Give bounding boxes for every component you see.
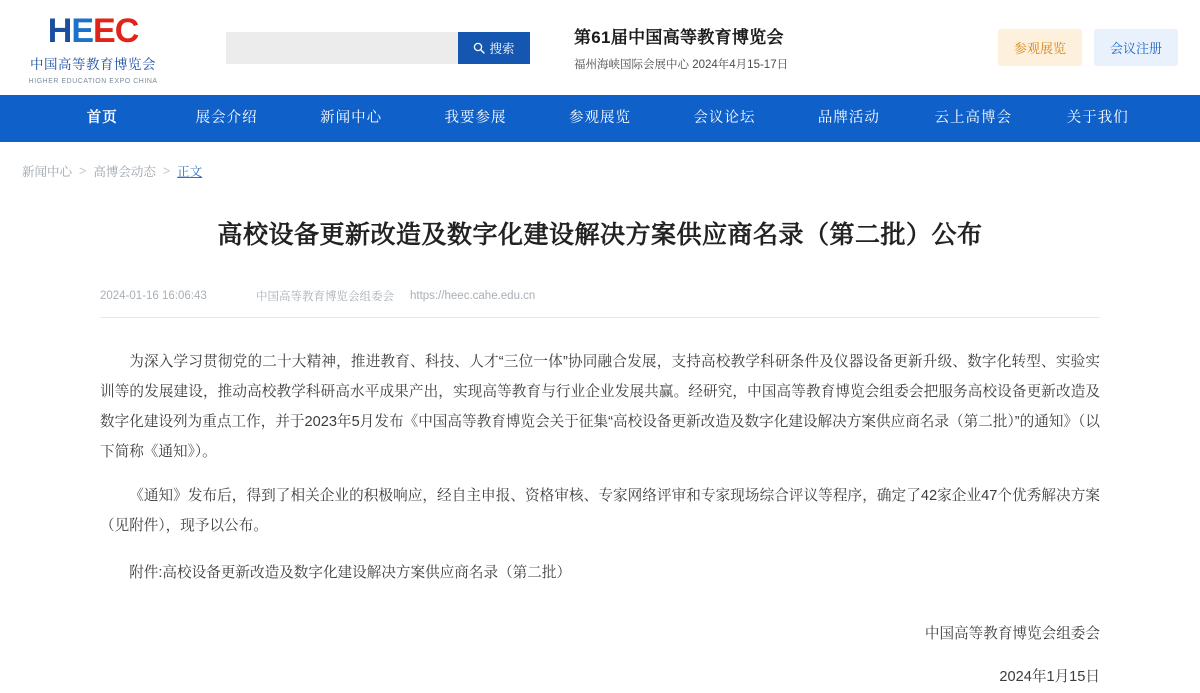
- logo-chinese-name: 中国高等教育博览会: [30, 57, 156, 72]
- article-attachment[interactable]: 附件:高校设备更新改造及数字化建设解决方案供应商名录（第二批）: [129, 565, 572, 582]
- nav-item-news-center[interactable]: 新闻中心: [320, 110, 383, 126]
- nav-item-visit[interactable]: 参观展览: [568, 110, 631, 126]
- expo-title-block: [574, 23, 788, 72]
- logo-letter-c: C: [114, 12, 139, 50]
- search-input[interactable]: [226, 32, 458, 64]
- article-url: https://heec.cahe.edu.cn: [410, 290, 536, 302]
- nav-item-exhibit[interactable]: 我要参展: [444, 110, 507, 126]
- article: [100, 218, 1100, 693]
- article-source: 中国高等教育博览会组委会: [256, 291, 394, 303]
- search-button[interactable]: [458, 32, 530, 64]
- logo-english-name: HIGHER EDUCATION EXPO CHINA: [28, 76, 158, 85]
- search-button-label: 搜索: [489, 41, 515, 56]
- article-signature-block: [100, 619, 1100, 692]
- main-navigation: [0, 95, 1200, 142]
- article-signature-date: 2024年1月15日: [999, 668, 1100, 685]
- expo-title: 第61届中国高等教育博览会: [574, 28, 784, 47]
- breadcrumb-separator-2: >: [162, 164, 171, 178]
- nav-item-about-expo[interactable]: 展会介绍: [195, 110, 258, 126]
- logo-letter-e2: E: [93, 12, 115, 50]
- logo-letters: [48, 14, 139, 48]
- article-meta: [100, 288, 1100, 318]
- breadcrumb-item-expo-news[interactable]: 高博会动态: [93, 165, 156, 179]
- breadcrumb: [0, 142, 1200, 180]
- nav-item-cloud-expo[interactable]: 云上高博会: [934, 110, 1013, 126]
- logo-letter-e1: E: [71, 12, 93, 50]
- article-title: 高校设备更新改造及数字化建设解决方案供应商名录（第二批）公布: [217, 221, 983, 249]
- article-paragraph-1: 为深入学习贯彻党的二十大精神，推进教育、科技、人才“三位一体”协同融合发展，支持高校教学科研条件及仪器设备更新升级、数字化转型、实验实训等的发展建设，推动高校教学科研高水平成果产出，实现高等教育与行业企业发展共赢。经研究，中国高等教育博览会组委会把服务高校设备更新改造及数字化建设列为重点工作，并于2023年5月发布《中国高等教育博览会关于征集“高校设备更新改造及数字化建设解决方案供应商名录（第二批）”的通知》（以下简称《通知》）。: [100, 354, 1100, 460]
- conference-register-button[interactable]: 会议注册: [1094, 29, 1178, 66]
- search-icon: [473, 42, 485, 54]
- article-signature: 中国高等教育博览会组委会: [924, 626, 1100, 643]
- nav-item-brand-event[interactable]: 品牌活动: [817, 110, 880, 126]
- article-date: 2024-01-16 16:06:43: [100, 290, 207, 302]
- nav-item-about-us[interactable]: 关于我们: [1066, 110, 1129, 126]
- nav-item-forum[interactable]: 会议论坛: [693, 110, 756, 126]
- visit-expo-button[interactable]: 参观展览: [998, 29, 1082, 66]
- logo-letter-h: H: [47, 12, 72, 50]
- article-paragraph-2: 《通知》发布后，得到了相关企业的积极响应，经自主申报、资格审核、专家网络评审和专家现场综合评议等程序，确定了42家企业47个优秀解决方案（见附件），现予以公布。: [100, 487, 1100, 534]
- expo-subtitle: 福州海峡国际会展中心 2024年4月15-17日: [574, 59, 789, 71]
- site-header: [0, 0, 1200, 95]
- nav-item-home[interactable]: 首页: [86, 110, 118, 126]
- search-bar: [226, 32, 530, 64]
- article-body: [100, 348, 1100, 589]
- breadcrumb-separator-1: >: [79, 164, 87, 178]
- breadcrumb-item-current[interactable]: 正文: [177, 165, 203, 179]
- breadcrumb-item-news-center[interactable]: 新闻中心: [22, 165, 73, 179]
- site-logo[interactable]: [18, 10, 168, 85]
- header-actions: [998, 29, 1178, 66]
